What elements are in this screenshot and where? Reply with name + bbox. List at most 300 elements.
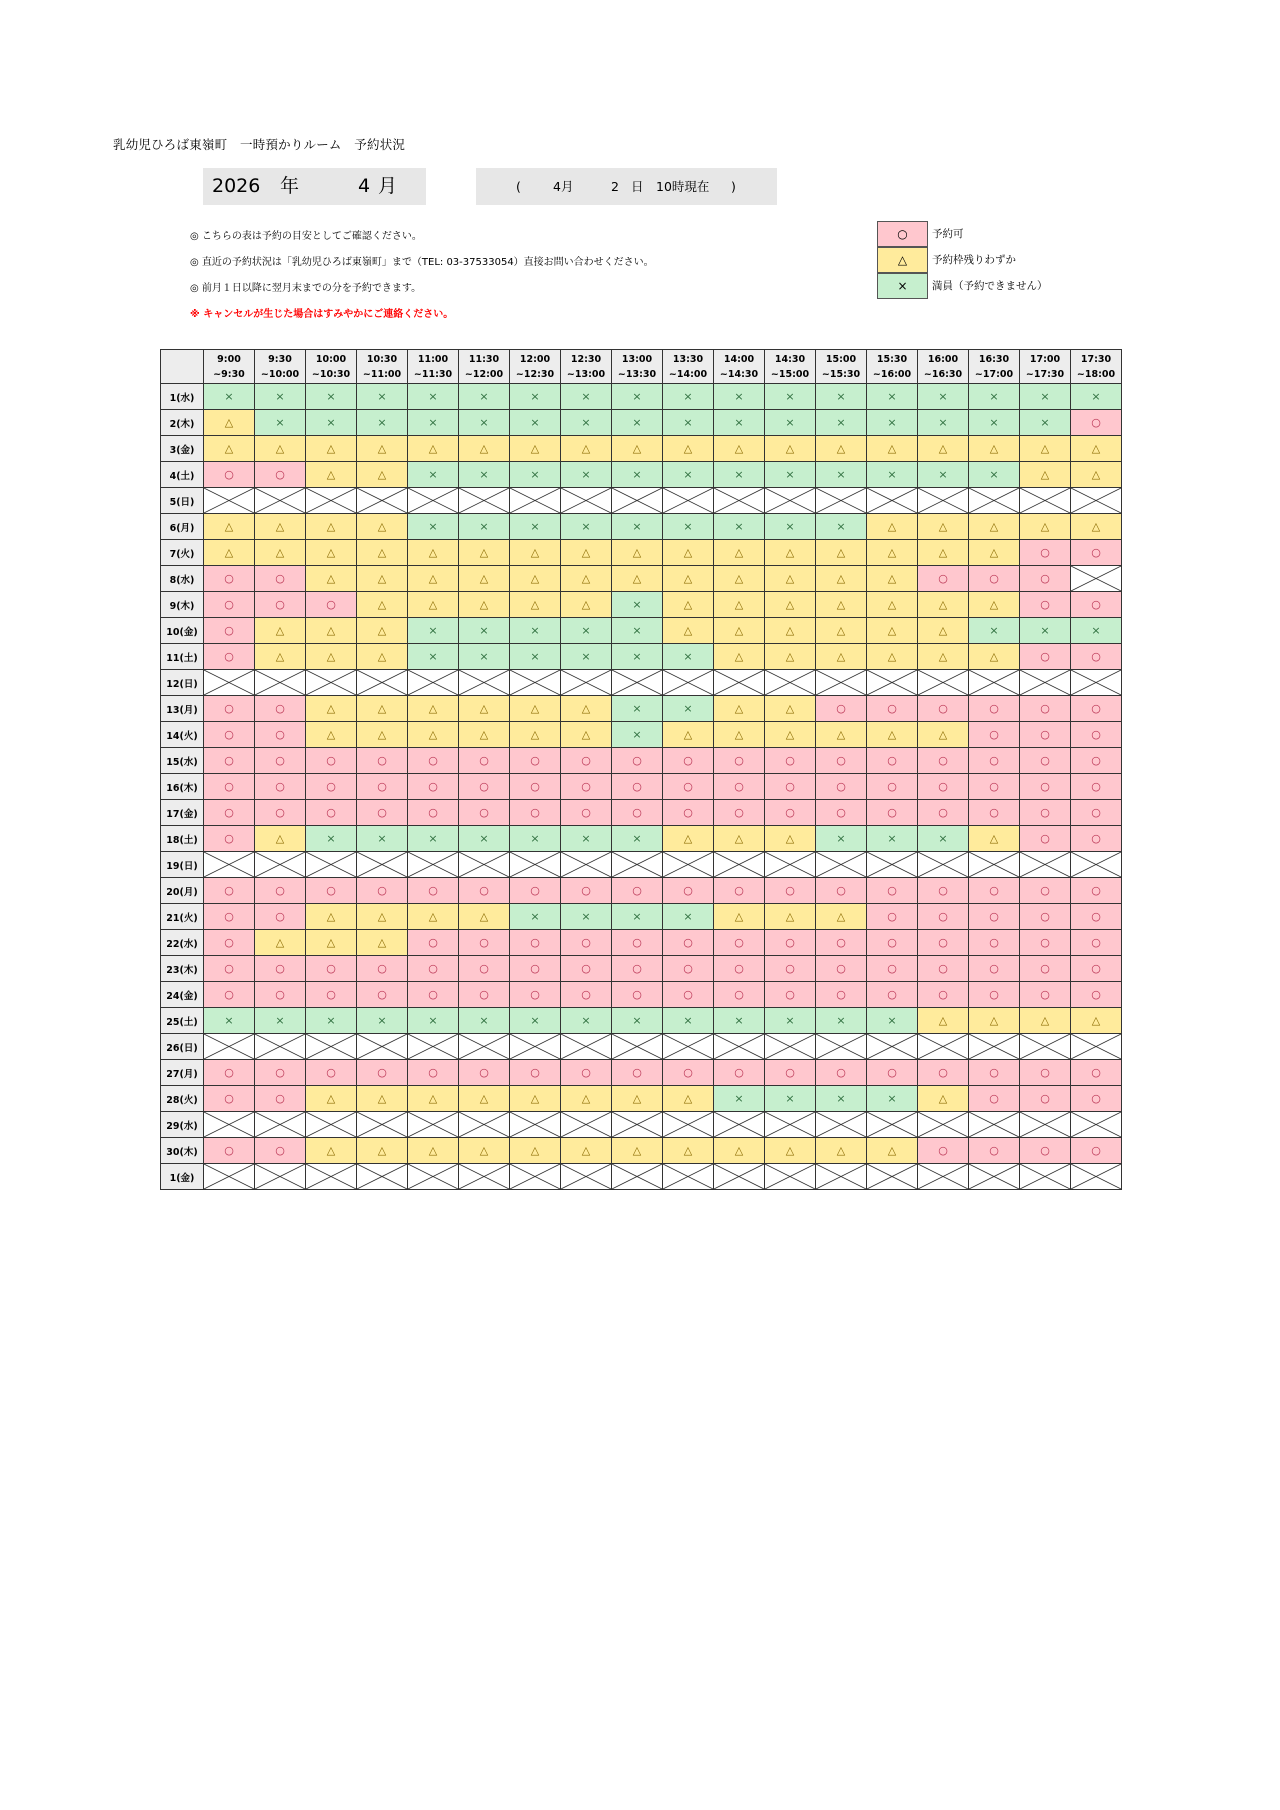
closed-cell [510, 488, 561, 514]
status-available: ○ [867, 696, 918, 722]
status-available: ○ [255, 982, 306, 1008]
status-few-left: △ [765, 566, 816, 592]
time-slot-header [459, 350, 510, 384]
closed-cell [867, 852, 918, 878]
status-full: × [1071, 618, 1122, 644]
status-available: ○ [255, 696, 306, 722]
legend-available-label: 予約可 [932, 228, 964, 240]
day-label: 13(月) [161, 696, 204, 722]
status-available: ○ [408, 982, 459, 1008]
status-available: ○ [1071, 696, 1122, 722]
status-available: ○ [612, 956, 663, 982]
status-available: ○ [306, 592, 357, 618]
closed-cell [867, 1112, 918, 1138]
table-row [161, 384, 1122, 410]
status-full: × [714, 514, 765, 540]
status-few-left: △ [918, 644, 969, 670]
status-available: ○ [969, 722, 1020, 748]
status-full: × [612, 826, 663, 852]
status-few-left: △ [663, 436, 714, 462]
status-available: ○ [561, 800, 612, 826]
status-full: × [408, 384, 459, 410]
status-available: ○ [1020, 982, 1071, 1008]
status-full: × [510, 514, 561, 540]
status-available: ○ [1020, 774, 1071, 800]
closed-cell [561, 1034, 612, 1060]
status-available: ○ [459, 982, 510, 1008]
status-few-left: △ [459, 1086, 510, 1112]
status-available: ○ [714, 956, 765, 982]
status-available: ○ [459, 956, 510, 982]
status-full: × [714, 462, 765, 488]
status-available: ○ [204, 644, 255, 670]
day-label: 22(水) [161, 930, 204, 956]
day-label: 28(火) [161, 1086, 204, 1112]
status-few-left: △ [255, 826, 306, 852]
status-full: × [459, 826, 510, 852]
status-available: ○ [459, 748, 510, 774]
closed-cell [816, 488, 867, 514]
status-few-left: △ [408, 1138, 459, 1164]
closed-cell [714, 670, 765, 696]
status-available: ○ [918, 904, 969, 930]
status-available: ○ [561, 774, 612, 800]
status-few-left: △ [765, 696, 816, 722]
closed-cell [765, 1164, 816, 1190]
slot-end: ~16:30 [923, 368, 963, 380]
status-available: ○ [255, 878, 306, 904]
status-available: ○ [714, 800, 765, 826]
status-available: ○ [204, 800, 255, 826]
status-few-left: △ [306, 514, 357, 540]
status-few-left: △ [714, 722, 765, 748]
status-full: × [255, 410, 306, 436]
table-row [161, 878, 1122, 904]
status-full: × [816, 410, 867, 436]
status-available: ○ [816, 982, 867, 1008]
closed-cell [459, 1112, 510, 1138]
status-few-left: △ [714, 644, 765, 670]
closed-cell [612, 1034, 663, 1060]
status-available: ○ [918, 696, 969, 722]
status-few-left: △ [867, 436, 918, 462]
table-row [161, 1060, 1122, 1086]
status-few-left: △ [357, 722, 408, 748]
status-available: ○ [204, 1060, 255, 1086]
status-few-left: △ [714, 618, 765, 644]
slot-end: ~14:00 [668, 368, 708, 380]
status-full: × [510, 826, 561, 852]
status-available: ○ [1020, 696, 1071, 722]
as-of-box [476, 168, 777, 205]
note-3: ◎ 前月１日以降に翌月末までの分を予約できます。 [190, 283, 422, 294]
status-available: ○ [1071, 826, 1122, 852]
status-available: ○ [204, 878, 255, 904]
status-available: ○ [306, 800, 357, 826]
time-slot-header [204, 350, 255, 384]
slot-end: ~15:30 [821, 368, 861, 380]
status-full: × [306, 384, 357, 410]
status-few-left: △ [765, 618, 816, 644]
status-few-left: △ [510, 1138, 561, 1164]
status-few-left: △ [714, 696, 765, 722]
closed-cell [204, 1164, 255, 1190]
closed-cell [816, 1034, 867, 1060]
status-available: ○ [255, 956, 306, 982]
status-full: × [714, 410, 765, 436]
closed-cell [867, 1164, 918, 1190]
status-few-left: △ [816, 1138, 867, 1164]
status-full: × [816, 826, 867, 852]
day-label: 16(木) [161, 774, 204, 800]
status-available: ○ [765, 878, 816, 904]
status-available: ○ [1071, 644, 1122, 670]
status-few-left: △ [765, 826, 816, 852]
status-available: ○ [1071, 930, 1122, 956]
status-full: × [765, 462, 816, 488]
status-few-left: △ [663, 1138, 714, 1164]
status-few-left: △ [357, 618, 408, 644]
closed-cell [918, 670, 969, 696]
table-row [161, 540, 1122, 566]
status-available: ○ [408, 1060, 459, 1086]
status-full: × [612, 410, 663, 436]
status-full: × [408, 1008, 459, 1034]
status-full: × [969, 384, 1020, 410]
closed-cell [306, 670, 357, 696]
closed-cell [1020, 1164, 1071, 1190]
status-few-left: △ [306, 722, 357, 748]
status-few-left: △ [1071, 436, 1122, 462]
day-label: 27(月) [161, 1060, 204, 1086]
status-available: ○ [867, 1060, 918, 1086]
status-available: ○ [867, 982, 918, 1008]
status-available: ○ [663, 956, 714, 982]
closed-cell [969, 852, 1020, 878]
status-few-left: △ [357, 904, 408, 930]
slot-start: 10:00 [315, 353, 347, 365]
status-few-left: △ [204, 514, 255, 540]
status-available: ○ [867, 956, 918, 982]
status-few-left: △ [867, 618, 918, 644]
status-full: × [459, 514, 510, 540]
status-full: × [918, 826, 969, 852]
status-full: × [510, 644, 561, 670]
table-row [161, 514, 1122, 540]
slot-start: 12:30 [570, 353, 602, 365]
status-full: × [561, 1008, 612, 1034]
status-available: ○ [1020, 722, 1071, 748]
status-few-left: △ [663, 618, 714, 644]
status-few-left: △ [918, 1086, 969, 1112]
slot-end: ~11:30 [413, 368, 453, 380]
status-full: × [714, 384, 765, 410]
day-label: 24(金) [161, 982, 204, 1008]
status-available: ○ [918, 1060, 969, 1086]
status-available: ○ [561, 1060, 612, 1086]
status-available: ○ [918, 878, 969, 904]
status-available: ○ [255, 1060, 306, 1086]
status-few-left: △ [357, 1086, 408, 1112]
status-available: ○ [918, 982, 969, 1008]
status-few-left: △ [969, 592, 1020, 618]
day-label: 26(日) [161, 1034, 204, 1060]
closed-cell [1071, 488, 1122, 514]
day-label: 1(金) [161, 1164, 204, 1190]
month-value: 4 [358, 175, 371, 197]
status-available: ○ [510, 1060, 561, 1086]
closed-cell [357, 1034, 408, 1060]
status-few-left: △ [510, 436, 561, 462]
status-available: ○ [204, 930, 255, 956]
status-available: ○ [357, 748, 408, 774]
day-label: 7(火) [161, 540, 204, 566]
status-few-left: △ [816, 722, 867, 748]
status-available: ○ [1020, 592, 1071, 618]
status-few-left: △ [306, 618, 357, 644]
status-available: ○ [765, 774, 816, 800]
status-available: ○ [561, 982, 612, 1008]
status-few-left: △ [459, 722, 510, 748]
day-label: 6(月) [161, 514, 204, 540]
slot-end: ~18:00 [1076, 368, 1116, 380]
status-available: ○ [612, 774, 663, 800]
as-of-day-label: 日 [631, 179, 644, 194]
closed-cell [204, 1034, 255, 1060]
status-available: ○ [204, 696, 255, 722]
status-available: ○ [765, 956, 816, 982]
reservation-table [160, 349, 1122, 1190]
status-full: × [510, 1008, 561, 1034]
status-full: × [561, 514, 612, 540]
status-few-left: △ [408, 904, 459, 930]
closed-cell [561, 488, 612, 514]
status-full: × [714, 1086, 765, 1112]
table-row [161, 1034, 1122, 1060]
status-available: ○ [1071, 1086, 1122, 1112]
status-few-left: △ [918, 514, 969, 540]
closed-cell [561, 852, 612, 878]
time-slot-header [867, 350, 918, 384]
status-few-left: △ [459, 1138, 510, 1164]
as-of-month: 4月 [553, 179, 574, 194]
status-full: × [510, 618, 561, 644]
status-available: ○ [1020, 1138, 1071, 1164]
table-row [161, 956, 1122, 982]
status-full: × [816, 1086, 867, 1112]
time-slot-header [1071, 350, 1122, 384]
status-available: ○ [867, 930, 918, 956]
status-few-left: △ [408, 696, 459, 722]
status-full: × [408, 462, 459, 488]
status-few-left: △ [561, 566, 612, 592]
slot-start: 15:30 [876, 353, 908, 365]
status-full: × [765, 1086, 816, 1112]
closed-cell [714, 1112, 765, 1138]
day-label: 12(日) [161, 670, 204, 696]
status-few-left: △ [255, 618, 306, 644]
status-few-left: △ [663, 826, 714, 852]
status-few-left: △ [612, 436, 663, 462]
closed-cell [1071, 1164, 1122, 1190]
status-few-left: △ [867, 644, 918, 670]
status-few-left: △ [816, 540, 867, 566]
closed-cell [204, 670, 255, 696]
status-full: × [408, 826, 459, 852]
corner-cell [161, 350, 204, 384]
closed-cell [357, 1164, 408, 1190]
status-few-left: △ [204, 410, 255, 436]
status-few-left: △ [357, 592, 408, 618]
status-full: × [357, 384, 408, 410]
status-few-left: △ [510, 592, 561, 618]
status-few-left: △ [561, 540, 612, 566]
closed-cell [510, 1112, 561, 1138]
status-few-left: △ [510, 696, 561, 722]
slot-start: 14:00 [723, 353, 755, 365]
status-few-left: △ [306, 1086, 357, 1112]
status-full: × [306, 410, 357, 436]
status-available: ○ [663, 1060, 714, 1086]
status-few-left: △ [969, 644, 1020, 670]
closed-cell [816, 1164, 867, 1190]
status-available: ○ [408, 878, 459, 904]
closed-cell [1020, 670, 1071, 696]
status-available: ○ [510, 930, 561, 956]
closed-cell [357, 670, 408, 696]
status-available: ○ [1020, 878, 1071, 904]
closed-cell [357, 488, 408, 514]
status-few-left: △ [918, 1008, 969, 1034]
status-available: ○ [867, 878, 918, 904]
status-available: ○ [816, 1060, 867, 1086]
status-few-left: △ [1020, 514, 1071, 540]
month-label: 月 [378, 175, 398, 197]
table-row [161, 1164, 1122, 1190]
time-header-row [161, 350, 1122, 384]
status-few-left: △ [969, 826, 1020, 852]
status-available: ○ [408, 800, 459, 826]
status-few-left: △ [765, 1138, 816, 1164]
status-full: × [255, 1008, 306, 1034]
status-full: × [867, 462, 918, 488]
slot-start: 15:00 [825, 353, 857, 365]
year-value: 2026 [212, 175, 261, 197]
status-available: ○ [1020, 644, 1071, 670]
status-full: × [459, 410, 510, 436]
status-few-left: △ [408, 722, 459, 748]
closed-cell [714, 488, 765, 514]
status-available: ○ [918, 956, 969, 982]
day-label: 1(水) [161, 384, 204, 410]
status-few-left: △ [357, 696, 408, 722]
status-available: ○ [969, 566, 1020, 592]
status-few-left: △ [918, 540, 969, 566]
closed-cell [561, 670, 612, 696]
table-row [161, 774, 1122, 800]
closed-cell [765, 1034, 816, 1060]
slot-start: 17:30 [1080, 353, 1112, 365]
status-available: ○ [663, 878, 714, 904]
status-few-left: △ [816, 904, 867, 930]
status-few-left: △ [612, 566, 663, 592]
status-few-left: △ [867, 514, 918, 540]
status-few-left: △ [612, 1138, 663, 1164]
table-row [161, 982, 1122, 1008]
closed-cell [408, 488, 459, 514]
closed-cell [765, 852, 816, 878]
slot-start: 10:30 [366, 353, 398, 365]
status-few-left: △ [714, 1138, 765, 1164]
status-full: × [969, 462, 1020, 488]
closed-cell [459, 488, 510, 514]
status-available: ○ [204, 826, 255, 852]
status-available: ○ [255, 462, 306, 488]
day-label: 29(水) [161, 1112, 204, 1138]
day-label: 4(土) [161, 462, 204, 488]
closed-cell [612, 1112, 663, 1138]
as-of-close: ) [731, 179, 736, 194]
status-available: ○ [969, 1060, 1020, 1086]
status-few-left: △ [459, 436, 510, 462]
closed-cell [204, 852, 255, 878]
status-full: × [663, 1008, 714, 1034]
status-available: ○ [714, 1060, 765, 1086]
status-few-left: △ [408, 566, 459, 592]
closed-cell [561, 1164, 612, 1190]
status-available: ○ [357, 1060, 408, 1086]
status-few-left: △ [204, 436, 255, 462]
closed-cell [1020, 852, 1071, 878]
closed-cell [459, 670, 510, 696]
slot-end: ~10:00 [260, 368, 300, 380]
status-available: ○ [816, 956, 867, 982]
status-available: ○ [408, 930, 459, 956]
status-few-left: △ [510, 566, 561, 592]
status-few-left: △ [765, 436, 816, 462]
status-full: × [612, 904, 663, 930]
slot-start: 16:00 [927, 353, 959, 365]
status-few-left: △ [969, 436, 1020, 462]
status-available: ○ [1071, 722, 1122, 748]
status-few-left: △ [459, 566, 510, 592]
time-slot-header [408, 350, 459, 384]
table-row [161, 592, 1122, 618]
status-available: ○ [714, 982, 765, 1008]
status-available: ○ [459, 878, 510, 904]
time-slot-header [714, 350, 765, 384]
status-few-left: △ [357, 540, 408, 566]
day-label: 11(土) [161, 644, 204, 670]
status-available: ○ [561, 956, 612, 982]
status-available: ○ [969, 774, 1020, 800]
closed-cell [510, 852, 561, 878]
status-available: ○ [204, 956, 255, 982]
status-full: × [816, 384, 867, 410]
day-label: 25(土) [161, 1008, 204, 1034]
slot-start: 16:30 [978, 353, 1010, 365]
status-available: ○ [867, 904, 918, 930]
status-few-left: △ [510, 540, 561, 566]
status-available: ○ [561, 930, 612, 956]
status-available: ○ [612, 1060, 663, 1086]
closed-cell [612, 488, 663, 514]
status-available: ○ [255, 774, 306, 800]
time-slot-header [306, 350, 357, 384]
status-available: ○ [204, 982, 255, 1008]
status-full: × [306, 1008, 357, 1034]
closed-cell [867, 1034, 918, 1060]
